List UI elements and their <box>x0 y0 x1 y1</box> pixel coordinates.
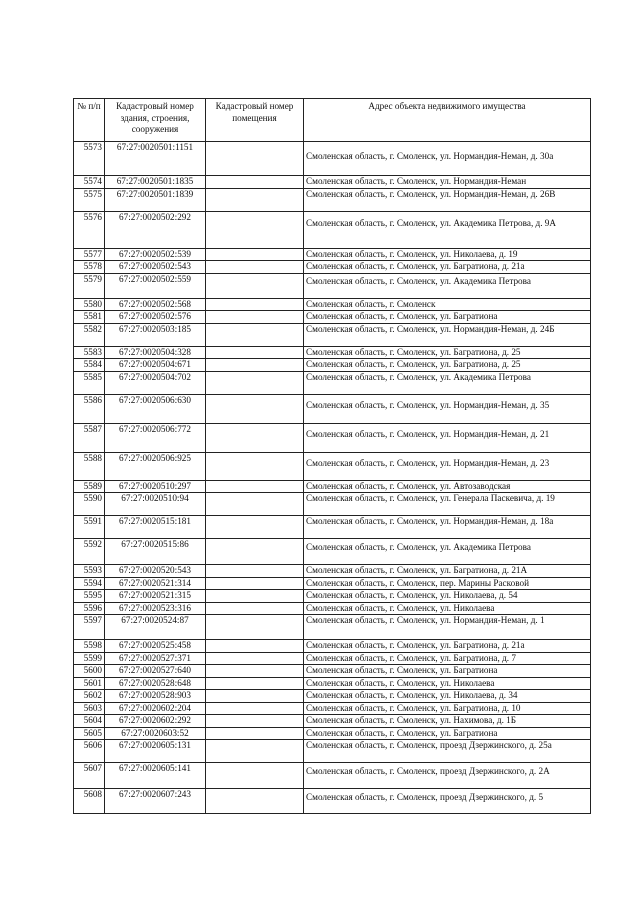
table-row <box>74 690 591 703</box>
row-cadastral: 67:27:0020603:52 <box>105 727 206 740</box>
row-address: Смоленская область, г. Смоленск, ул. Нормандия-Неман, д. 21 <box>304 423 591 452</box>
row-room <box>206 211 304 248</box>
table-row <box>74 702 591 715</box>
row-cadastral: 67:27:0020502:543 <box>105 261 206 274</box>
row-num: 5606 <box>74 740 105 763</box>
row-cadastral: 67:27:0020503:185 <box>105 323 206 346</box>
row-room <box>206 261 304 274</box>
row-address: Смоленская область, г. Смоленск, ул. Академика Петрова <box>304 371 591 394</box>
row-cadastral: 67:27:0020521:314 <box>105 577 206 590</box>
row-address: Смоленская область, г. Смоленск, ул. Николаева, д. 34 <box>304 690 591 703</box>
row-room <box>206 763 304 789</box>
table-row <box>74 394 591 423</box>
row-num: 5592 <box>74 539 105 565</box>
row-address: Смоленская область, г. Смоленск, ул. Николаева, д. 54 <box>304 590 591 603</box>
row-address: Смоленская область, г. Смоленск, ул. Багратиона, д. 21а <box>304 261 591 274</box>
row-cadastral: 67:27:0020605:131 <box>105 740 206 763</box>
row-num: 5584 <box>74 359 105 372</box>
row-room <box>206 298 304 311</box>
row-num: 5575 <box>74 188 105 211</box>
table-row <box>74 188 591 211</box>
row-num: 5590 <box>74 493 105 516</box>
row-cadastral: 67:27:0020506:772 <box>105 423 206 452</box>
table-row <box>74 452 591 480</box>
row-room <box>206 273 304 298</box>
row-address: Смоленская область, г. Смоленск, ул. Николаева <box>304 677 591 690</box>
row-address: Смоленская область, г. Смоленск, ул. Нормандия-Неман, д. 18а <box>304 516 591 539</box>
row-address: Смоленская область, г. Смоленск, ул. Автозаводская <box>304 480 591 493</box>
row-room <box>206 423 304 452</box>
row-address: Смоленская область, г. Смоленск, ул. Нахимова, д. 1Б <box>304 715 591 728</box>
row-cadastral: 67:27:0020504:702 <box>105 371 206 394</box>
row-address: Смоленская область, г. Смоленск, ул. Багратиона, д. 25 <box>304 359 591 372</box>
row-room <box>206 690 304 703</box>
row-room <box>206 359 304 372</box>
row-address: Смоленская область, г. Смоленск, ул. Багратиона <box>304 727 591 740</box>
row-num: 5579 <box>74 273 105 298</box>
row-num: 5605 <box>74 727 105 740</box>
table-row <box>74 715 591 728</box>
table-row <box>74 298 591 311</box>
row-room <box>206 323 304 346</box>
table-row <box>74 615 591 640</box>
table-row <box>74 311 591 324</box>
row-cadastral: 67:27:0020607:243 <box>105 789 206 814</box>
table-row <box>74 602 591 615</box>
row-address: Смоленская область, г. Смоленск, ул. Багратиона, д. 7 <box>304 652 591 665</box>
row-room <box>206 394 304 423</box>
row-num: 5576 <box>74 211 105 248</box>
row-address: Смоленская область, г. Смоленск, ул. Багратиона, д. 10 <box>304 702 591 715</box>
row-address: Смоленская область, г. Смоленск, ул. Нормандия-Неман, д. 23 <box>304 452 591 480</box>
row-address: Смоленская область, г. Смоленск, проезд Дзержинского, д. 25а <box>304 740 591 763</box>
row-num: 5608 <box>74 789 105 814</box>
table-row <box>74 565 591 578</box>
row-num: 5593 <box>74 565 105 578</box>
row-room <box>206 727 304 740</box>
table-row <box>74 176 591 189</box>
row-room <box>206 740 304 763</box>
table-row <box>74 248 591 261</box>
row-cadastral: 67:27:0020502:292 <box>105 211 206 248</box>
row-room <box>206 590 304 603</box>
table-row <box>74 359 591 372</box>
row-num: 5607 <box>74 763 105 789</box>
row-room <box>206 577 304 590</box>
registry-table <box>73 98 591 814</box>
row-cadastral: 67:27:0020506:630 <box>105 394 206 423</box>
row-address: Смоленская область, г. Смоленск, пер. Марины Расковой <box>304 577 591 590</box>
row-address: Смоленская область, г. Смоленск, ул. Нормандия-Неман, д. 1 <box>304 615 591 640</box>
row-num: 5586 <box>74 394 105 423</box>
row-room <box>206 565 304 578</box>
row-cadastral: 67:27:0020506:925 <box>105 452 206 480</box>
row-num: 5587 <box>74 423 105 452</box>
row-num: 5581 <box>74 311 105 324</box>
row-address: Смоленская область, г. Смоленск, ул. Нормандия-Неман, д. 30а <box>304 142 591 176</box>
row-address: Смоленская область, г. Смоленск, ул. Багратиона <box>304 665 591 678</box>
row-room <box>206 176 304 189</box>
header-cadastral-room: Кадастровый номер помещения <box>206 99 304 142</box>
row-room <box>206 493 304 516</box>
row-room <box>206 248 304 261</box>
row-num: 5601 <box>74 677 105 690</box>
row-address: Смоленская область, г. Смоленск, ул. Академика Петрова, д. 9А <box>304 211 591 248</box>
row-room <box>206 702 304 715</box>
row-address: Смоленская область, г. Смоленск, ул. Багратиона, д. 21А <box>304 565 591 578</box>
row-room <box>206 346 304 359</box>
row-cadastral: 67:27:0020502:576 <box>105 311 206 324</box>
header-cadastral-building: Кадастровый номер здания, строения, сооружения <box>105 99 206 142</box>
row-address: Смоленская область, г. Смоленск, ул. Нормандия-Неман <box>304 176 591 189</box>
row-room <box>206 516 304 539</box>
row-num: 5582 <box>74 323 105 346</box>
row-cadastral: 67:27:0020502:568 <box>105 298 206 311</box>
row-cadastral: 67:27:0020515:86 <box>105 539 206 565</box>
row-cadastral: 67:27:0020510:94 <box>105 493 206 516</box>
row-address: Смоленская область, г. Смоленск, ул. Академика Петрова <box>304 273 591 298</box>
table-row <box>74 539 591 565</box>
row-room <box>206 142 304 176</box>
row-cadastral: 67:27:0020501:1839 <box>105 188 206 211</box>
row-room <box>206 665 304 678</box>
table-body <box>74 142 591 814</box>
row-cadastral: 67:27:0020515:181 <box>105 516 206 539</box>
row-room <box>206 652 304 665</box>
row-cadastral: 67:27:0020527:640 <box>105 665 206 678</box>
row-room <box>206 371 304 394</box>
row-address: Смоленская область, г. Смоленск, ул. Багратиона, д. 21а <box>304 640 591 653</box>
row-address: Смоленская область, г. Смоленск, проезд Дзержинского, д. 2А <box>304 763 591 789</box>
row-cadastral: 67:27:0020520:543 <box>105 565 206 578</box>
table-row <box>74 323 591 346</box>
table-row <box>74 652 591 665</box>
row-address: Смоленская область, г. Смоленск, ул. Николаева, д. 19 <box>304 248 591 261</box>
table-row <box>74 727 591 740</box>
row-cadastral: 67:27:0020502:539 <box>105 248 206 261</box>
row-num: 5604 <box>74 715 105 728</box>
row-num: 5580 <box>74 298 105 311</box>
table-row <box>74 142 591 176</box>
row-num: 5596 <box>74 602 105 615</box>
row-num: 5577 <box>74 248 105 261</box>
row-cadastral: 67:27:0020524:87 <box>105 615 206 640</box>
table-row <box>74 740 591 763</box>
table-row <box>74 516 591 539</box>
table-row <box>74 480 591 493</box>
header-num: № п/п <box>74 99 105 142</box>
row-num: 5574 <box>74 176 105 189</box>
row-address: Смоленская область, г. Смоленск, ул. Нормандия-Неман, д. 26В <box>304 188 591 211</box>
table-row <box>74 273 591 298</box>
row-cadastral: 67:27:0020605:141 <box>105 763 206 789</box>
table-row <box>74 423 591 452</box>
row-room <box>206 539 304 565</box>
row-cadastral: 67:27:0020501:1835 <box>105 176 206 189</box>
row-num: 5573 <box>74 142 105 176</box>
row-address: Смоленская область, г. Смоленск, ул. Нормандия-Неман, д. 24Б <box>304 323 591 346</box>
table-row <box>74 640 591 653</box>
table-header <box>74 99 591 142</box>
row-num: 5595 <box>74 590 105 603</box>
table-row <box>74 346 591 359</box>
row-cadastral: 67:27:0020504:671 <box>105 359 206 372</box>
row-address: Смоленская область, г. Смоленск <box>304 298 591 311</box>
table-row <box>74 789 591 814</box>
row-room <box>206 602 304 615</box>
row-num: 5578 <box>74 261 105 274</box>
row-room <box>206 188 304 211</box>
row-num: 5598 <box>74 640 105 653</box>
table-row <box>74 590 591 603</box>
table-row <box>74 211 591 248</box>
row-cadastral: 67:27:0020501:1151 <box>105 142 206 176</box>
row-cadastral: 67:27:0020521:315 <box>105 590 206 603</box>
row-room <box>206 640 304 653</box>
row-num: 5585 <box>74 371 105 394</box>
row-num: 5603 <box>74 702 105 715</box>
table-row <box>74 493 591 516</box>
row-cadastral: 67:27:0020602:204 <box>105 702 206 715</box>
row-num: 5600 <box>74 665 105 678</box>
row-cadastral: 67:27:0020528:903 <box>105 690 206 703</box>
header-address: Адрес объекта недвижимого имущества <box>304 99 591 142</box>
row-cadastral: 67:27:0020528:648 <box>105 677 206 690</box>
row-num: 5597 <box>74 615 105 640</box>
row-room <box>206 480 304 493</box>
row-cadastral: 67:27:0020504:328 <box>105 346 206 359</box>
row-num: 5588 <box>74 452 105 480</box>
row-address: Смоленская область, г. Смоленск, ул. Николаева <box>304 602 591 615</box>
row-address: Смоленская область, г. Смоленск, ул. Багратиона <box>304 311 591 324</box>
row-address: Смоленская область, г. Смоленск, ул. Академика Петрова <box>304 539 591 565</box>
row-room <box>206 789 304 814</box>
row-num: 5602 <box>74 690 105 703</box>
row-num: 5583 <box>74 346 105 359</box>
table-row <box>74 261 591 274</box>
row-address: Смоленская область, г. Смоленск, проезд Дзержинского, д. 5 <box>304 789 591 814</box>
row-cadastral: 67:27:0020502:559 <box>105 273 206 298</box>
row-cadastral: 67:27:0020525:458 <box>105 640 206 653</box>
table-row <box>74 577 591 590</box>
row-cadastral: 67:27:0020602:292 <box>105 715 206 728</box>
row-address: Смоленская область, г. Смоленск, ул. Багратиона, д. 25 <box>304 346 591 359</box>
row-num: 5594 <box>74 577 105 590</box>
row-room <box>206 677 304 690</box>
table-row <box>74 371 591 394</box>
row-room <box>206 615 304 640</box>
row-address: Смоленская область, г. Смоленск, ул. Нормандия-Неман, д. 35 <box>304 394 591 423</box>
table-row <box>74 665 591 678</box>
row-cadastral: 67:27:0020527:371 <box>105 652 206 665</box>
row-num: 5591 <box>74 516 105 539</box>
row-cadastral: 67:27:0020523:316 <box>105 602 206 615</box>
row-room <box>206 715 304 728</box>
table-row <box>74 763 591 789</box>
row-num: 5599 <box>74 652 105 665</box>
row-address: Смоленская область, г. Смоленск, ул. Генерала Паскевича, д. 19 <box>304 493 591 516</box>
row-room <box>206 311 304 324</box>
table-row <box>74 677 591 690</box>
row-num: 5589 <box>74 480 105 493</box>
row-cadastral: 67:27:0020510:297 <box>105 480 206 493</box>
row-room <box>206 452 304 480</box>
